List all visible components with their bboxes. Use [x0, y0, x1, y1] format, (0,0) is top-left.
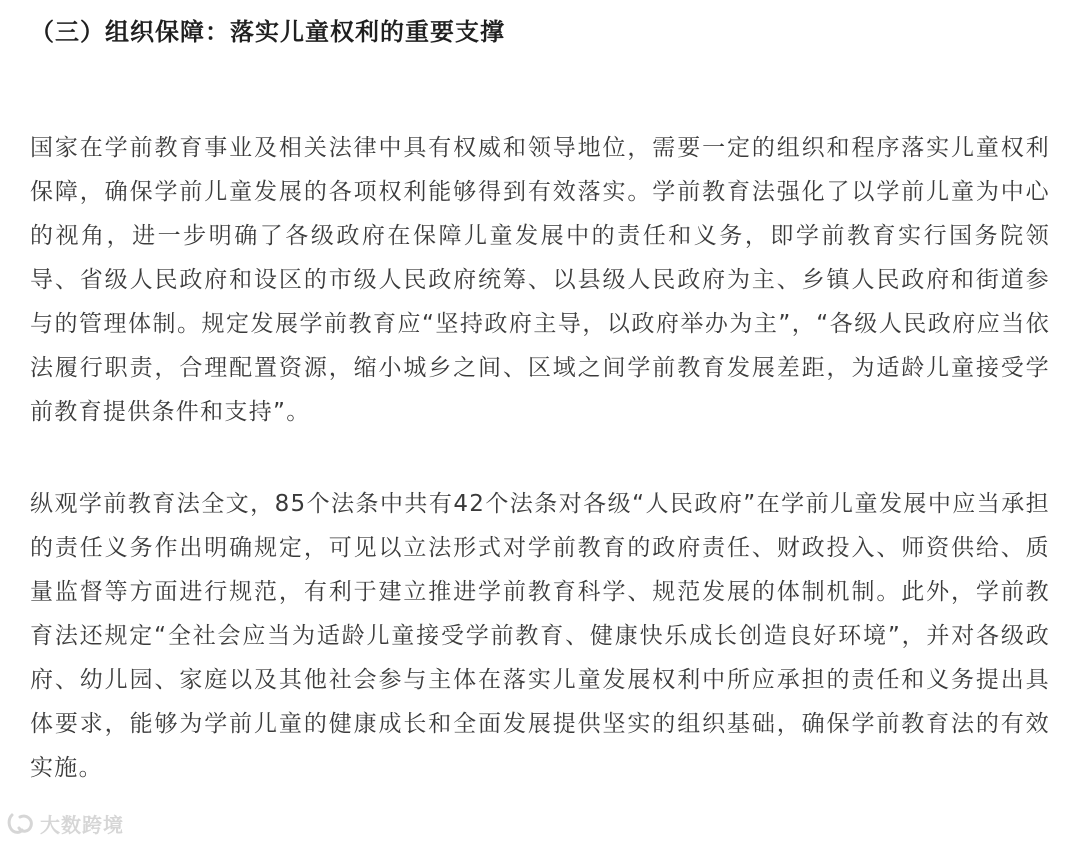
article [30, 0, 1050, 790]
watermark-text: 大数跨境 [40, 813, 124, 837]
paragraph-1: 国家在学前教育事业及相关法律中具有权威和领导地位，需要一定的组织和程序落实儿童权利保障，确保学前儿童发展的各项权利能够得到有效落实。学前教育法强化了以学前儿童为中心的视角，进一步明确了各级政府在保障儿童发展中的责任和义务，即学前教育实行国务院领导、省级人民政府和设区的市级人民政府统筹、以县级人民政府为主、乡镇人民政府和街道参与的管理体制。规定发展学前教育应“坚持政府主导，以政府举办为主”，“各级人民政府应当依法履行职责，合理配置资源，缩小城乡之间、区域之间学前教育发展差距，为适龄儿童接受学前教育提供条件和支持”。 [30, 135, 1050, 425]
watermark [6, 809, 124, 838]
section-heading: （三）组织保障：落实儿童权利的重要支撑 [30, 18, 505, 46]
brand-logo-icon [6, 811, 36, 837]
paragraph-2: 纵观学前教育法全文，85个法条中共有42个法条对各级“人民政府”在学前儿童发展中应当承担的责任义务作出明确规定，可见以立法形式对学前教育的政府责任、财政投入、师资供给、质量监督等方面进行规范，有利于建立推进学前教育科学、规范发展的体制机制。此外，学前教育法还规定“全社会应当为适龄儿童接受学前教育、健康快乐成长创造良好环境”，并对各级政府、幼儿园、家庭以及其他社会参与主体在落实儿童发展权利中所应承担的责任和义务提出具体要求，能够为学前儿童的健康成长和全面发展提供坚实的组织基础，确保学前教育法的有效实施。 [30, 491, 1050, 781]
